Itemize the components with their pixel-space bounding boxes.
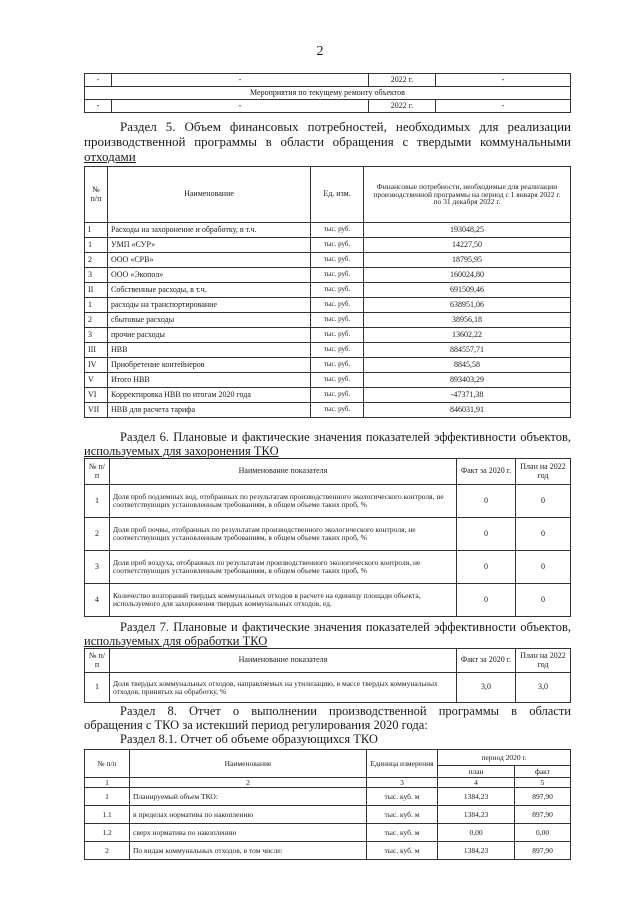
cell-name: Доля проб почвы, отобранных по результатам производственного экологического контроля, не соответствующих установленным требованиям, в общем объеме таких проб, % [110,518,457,551]
cell: - [85,74,112,87]
cell-num: 1 [85,298,108,313]
header-plan: план [438,766,515,778]
table-row [85,673,571,703]
cell-name: Итого НВВ [108,373,311,388]
cell-fact: 0 [457,584,516,617]
table-row [85,842,571,860]
header-plan: План на 2022 год [516,459,571,485]
cell-name: Планируемый объем ТКО: [130,788,367,806]
section8-title [84,704,571,746]
table-row [85,806,571,824]
table-row [85,403,571,418]
section6-body [85,485,571,617]
cell-num: 1 [85,788,130,806]
table-row [85,485,571,518]
cell: - [436,74,571,87]
table-row [85,223,571,238]
cell-value: 14227,50 [364,238,571,253]
cell-unit: тыс. руб. [311,253,364,268]
cell-num: 1.2 [85,824,130,842]
header-fact: факт [515,766,571,778]
cell-unit: тыс. руб. [311,388,364,403]
header-fact: Факт за 2020 г. [457,649,516,673]
cell-num: 2 [85,518,110,551]
cell-num: 4 [85,584,110,617]
cell-fact: 0 [457,551,516,584]
cell-name: Расходы на захоронение и обработку, в т.ч. [108,223,311,238]
cell-fact: 897,90 [515,806,571,824]
cell-unit: тыс. куб. м [367,788,438,806]
cell-name: НВВ для расчета тарифа [108,403,311,418]
table-row [85,388,571,403]
cell: 2022 г. [369,74,436,87]
cell-num: 3 [85,268,108,283]
section6-table [84,458,571,617]
cell-name: в пределах норматива по накоплению [130,806,367,824]
cell-num: III [85,343,108,358]
section6-title-line1: Раздел 6. Плановые и фактические значения показателей эффективности объектов, [120,430,571,444]
cell: - [436,100,571,113]
cell: - [112,74,369,87]
cell-unit: тыс. руб. [311,283,364,298]
cell-num: 1 [85,673,110,703]
header-fact: Факт за 2020 г. [457,459,516,485]
cell-name: ООО «СРВ» [108,253,311,268]
section8-body [85,788,571,860]
cell-unit: тыс. куб. м [367,806,438,824]
table-row [85,824,571,842]
cell-name: Доля проб воздуха, отобранных по результатам производственного экологического контроля, не соответствующих установленным требованиям, в общем объеме таких проб, % [110,551,457,584]
cell-unit: тыс. руб. [311,373,364,388]
cell-num: 1 [85,485,110,518]
table-row [85,87,571,100]
cell-plan: 0 [516,584,571,617]
cell-value: -47371,38 [364,388,571,403]
table-row [85,238,571,253]
header-name: Наименование [108,167,311,223]
section7-body [85,673,571,703]
cell-fact: 0,00 [515,824,571,842]
cell-plan: 3,0 [516,673,571,703]
section5-title [84,119,571,164]
table-header-row [85,649,571,673]
header-period: период 2020 г. [438,750,571,766]
page-number: 2 [316,44,324,59]
cell-value: 13602,22 [364,328,571,343]
table-row [85,551,571,584]
cell: - [85,100,112,113]
cell-fact: 0 [457,518,516,551]
cell-value: 846031,91 [364,403,571,418]
cell: 3 [367,778,438,788]
section7-title-line1: Раздел 7. Плановые и фактические значения показателей эффективности объектов, [120,620,571,634]
cell-value: 193048,25 [364,223,571,238]
table-header-row [85,750,571,766]
header-num: № п/п [85,167,108,223]
cell-num: 1.1 [85,806,130,824]
section8-title-line1: Раздел 8. Отчет о выполнении производственной программы в области [120,704,571,718]
cell-plan: 1384,23 [438,806,515,824]
cell-num: IV [85,358,108,373]
cell-unit: тыс. руб. [311,298,364,313]
table-row [85,283,571,298]
cell-name: УМП «СУР» [108,238,311,253]
table-row [85,373,571,388]
cell-value: 884557,71 [364,343,571,358]
cell-name: ООО «Экопол» [108,268,311,283]
section7-table [84,648,571,703]
cell-name: сбытовые расходы [108,313,311,328]
cell: 2022 г. [369,100,436,113]
cell: 5 [515,778,571,788]
cell-unit: тыс. куб. м [367,842,438,860]
section6-title-line2: используемых для захоронения ТКО [84,444,279,458]
section7-title [84,620,571,648]
cell-plan: 0 [516,551,571,584]
cell-value: 691509,46 [364,283,571,298]
header-num: № п/п [85,750,130,778]
section6-title [84,430,571,458]
cell-num: I [85,223,108,238]
cell-name: НВВ [108,343,311,358]
table-index-row [85,778,571,788]
cell-unit: тыс. руб. [311,328,364,343]
cell-unit: тыс. руб. [311,343,364,358]
cell-unit: тыс. куб. м [367,824,438,842]
cell-name: расходы на транспортирование [108,298,311,313]
cell-num: 3 [85,328,108,343]
cell-num: 3 [85,551,110,584]
cell-name: сверх норматива по накоплению [130,824,367,842]
cell-num: V [85,373,108,388]
cell-unit: тыс. руб. [311,403,364,418]
cell-name: Собственные расходы, в т.ч. [108,283,311,298]
table-header-row [85,459,571,485]
cell-name: Доля твердых коммунальных отходов, направляемых на утилизацию, в массе твердых коммунальных отходов, принятых на обработку, % [110,673,457,703]
table-row [85,268,571,283]
cell-plan: 0,00 [438,824,515,842]
cell-name: Количество возгораний твердых коммунальных отходов в расчете на единицу площади объекта, используемого для захоронения твердых коммунальных отходов, ед. [110,584,457,617]
cell-plan: 1384,23 [438,842,515,860]
header-name: Наименование показателя [110,459,457,485]
cell-unit: тыс. руб. [311,358,364,373]
section5-body [85,223,571,418]
cell-value: 18795,95 [364,253,571,268]
section8-table [84,749,571,860]
header-name: Наименование [130,750,367,778]
cell-value: 893403,29 [364,373,571,388]
cell-unit: тыс. руб. [311,313,364,328]
cell-num: 1 [85,238,108,253]
header-num: № п/п [85,459,110,485]
section5-title-line2: производственной программы в области обращения с твердыми коммунальными [84,134,571,149]
table-row [85,298,571,313]
header-name: Наименование показателя [110,649,457,673]
cell-value: 38956,18 [364,313,571,328]
cell: - [112,100,369,113]
section8-subtitle: Раздел 8.1. Отчет об объеме образующихся ТКО [120,732,378,746]
cell-unit: тыс. руб. [311,268,364,283]
table-row [85,313,571,328]
section8-title-line2: обращения с ТКО за истекший период регулирования 2020 года: [84,718,428,732]
cell-unit: тыс. руб. [311,223,364,238]
cell-plan: 0 [516,485,571,518]
section-row: Мероприятия по текущему ремонту объектов [85,87,571,100]
cell-fact: 897,90 [515,788,571,806]
cell-num: 2 [85,313,108,328]
header-unit: Единица измерения [367,750,438,778]
cell-name: Приобретение контейнеров [108,358,311,373]
table-row [85,74,571,87]
section5-table [84,166,571,418]
section5-title-line3: отходами [84,149,136,164]
cell-plan: 1384,23 [438,788,515,806]
table-row [85,343,571,358]
section7-title-line2: используемых для обработки ТКО [84,634,268,648]
header-unit: Ед. изм. [311,167,364,223]
cell-value: 8845,58 [364,358,571,373]
cell-num: VII [85,403,108,418]
cell-name: Доля проб подземных вод, отобранных по результатам производственного экологического контроля, не соответствующих установленным требованиям, в общем объеме таких проб, % [110,485,457,518]
header-value: Финансовые потребности, необходимые для реализации производственной программы на период с 1 января 2022 г. по 31 декабря 2022 г. [364,167,571,223]
cell: 1 [85,778,130,788]
table-row [85,100,571,113]
table-header-row [85,167,571,223]
cell-unit: тыс. руб. [311,238,364,253]
table-row [85,788,571,806]
cell-num: 2 [85,253,108,268]
cell: 4 [438,778,515,788]
cell-fact: 897,90 [515,842,571,860]
cell-value: 160024,80 [364,268,571,283]
section5-title-line1: Раздел 5. Объем финансовых потребностей, необходимых для реализации [120,119,571,134]
cell-num: VI [85,388,108,403]
top-table [84,73,571,113]
cell-fact: 3,0 [457,673,516,703]
cell-plan: 0 [516,518,571,551]
cell-fact: 0 [457,485,516,518]
header-num: № п/п [85,649,110,673]
table-row [85,328,571,343]
table-row [85,358,571,373]
cell: 2 [130,778,367,788]
cell-value: 638951,06 [364,298,571,313]
cell-num: 2 [85,842,130,860]
cell-name: Корректировка НВВ по итогам 2020 года [108,388,311,403]
table-row [85,584,571,617]
table-row [85,518,571,551]
cell-num: II [85,283,108,298]
cell-name: прочие расходы [108,328,311,343]
header-plan: План на 2022 год [516,649,571,673]
table-row [85,253,571,268]
cell-name: По видам коммунальных отходов, в том числе: [130,842,367,860]
